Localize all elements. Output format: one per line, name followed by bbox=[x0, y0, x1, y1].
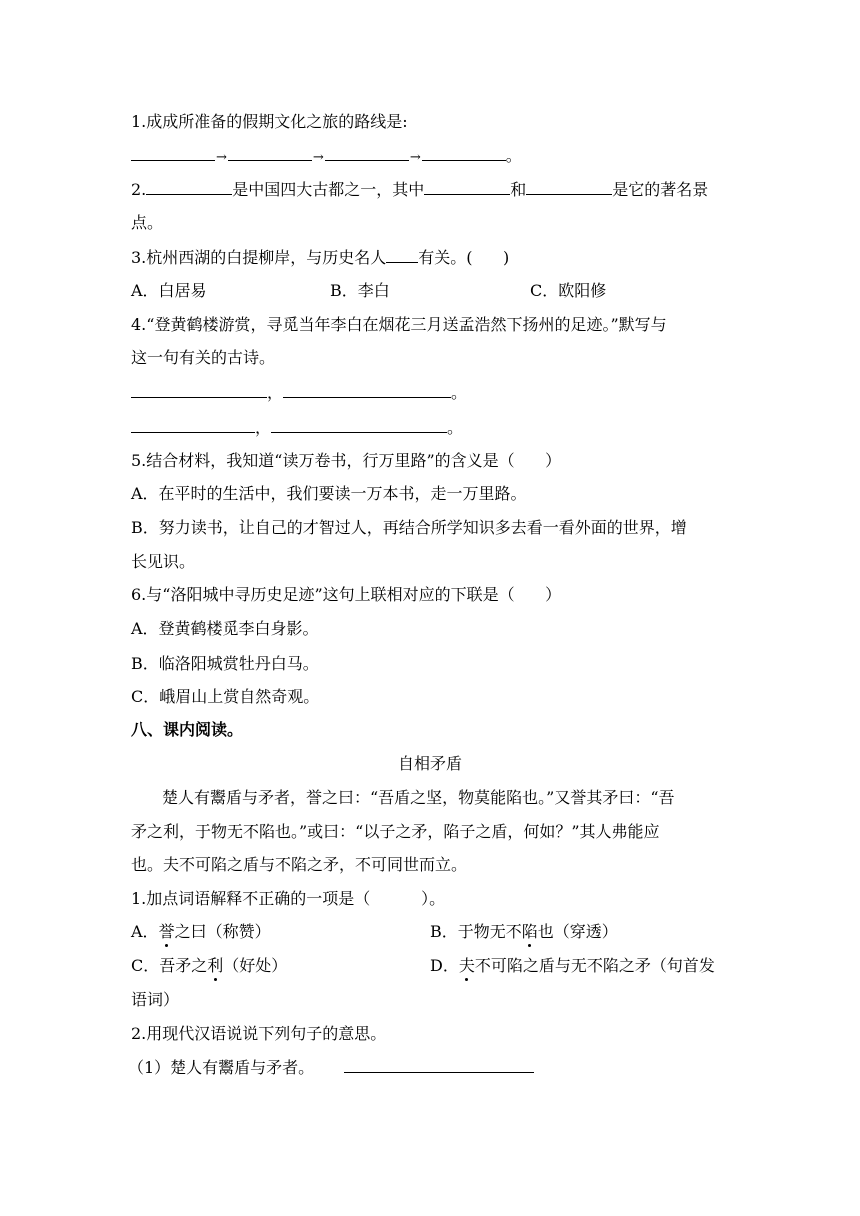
q5-answer-slot[interactable] bbox=[515, 451, 546, 471]
q2-blank-2[interactable] bbox=[424, 180, 510, 195]
q3-blank[interactable] bbox=[386, 248, 418, 263]
q6-option-a[interactable]: A．登黄鹤楼觅李白身影。 bbox=[131, 619, 319, 638]
q1-blank-3[interactable] bbox=[325, 146, 409, 161]
q5-option-b-line-2[interactable]: 长见识。 bbox=[131, 552, 196, 571]
q6-stem-close: ） bbox=[545, 585, 562, 604]
q4-period-2: 。 bbox=[447, 418, 464, 437]
q3-stem-end: 有关。( bbox=[418, 248, 473, 267]
p1-option-a-dotted-word: 誉 bbox=[158, 922, 175, 941]
p1-option-a[interactable] bbox=[131, 922, 271, 942]
q4-blank-2[interactable] bbox=[283, 383, 451, 398]
section-8-heading: 八、课内阅读。 bbox=[131, 720, 244, 739]
q4-comma-1: ， bbox=[267, 383, 284, 402]
q5-stem-close: ） bbox=[545, 451, 562, 470]
p1-option-b[interactable] bbox=[430, 922, 618, 942]
arrow-icon: → bbox=[409, 150, 421, 165]
p2-stem: 2.用现代汉语说说下列句子的意思。 bbox=[131, 1024, 387, 1043]
p1-stem-close: ）。 bbox=[421, 889, 446, 908]
q2-text-c: 是它的著名景 bbox=[612, 180, 709, 199]
q2-blank-3[interactable] bbox=[526, 180, 612, 195]
q4-answer-line-2 bbox=[131, 418, 463, 438]
q2-text-d: 点。 bbox=[131, 213, 164, 232]
p1-option-c-dotted-word: 利 bbox=[207, 956, 224, 975]
q4-blank-1[interactable] bbox=[131, 383, 267, 398]
q6-answer-slot[interactable] bbox=[515, 585, 546, 605]
passage-line-3: 也。夫不可陷之盾与不陷之矛，不可同世而立。 bbox=[131, 855, 468, 874]
p1-option-c-prefix: C．吾矛之 bbox=[131, 956, 208, 975]
q3-option-c[interactable]: C．欧阳修 bbox=[530, 281, 607, 300]
p1-option-d[interactable] bbox=[430, 956, 715, 976]
q5-option-b-line-1[interactable]: B．努力读书，让自己的才智过人，再结合所学知识多去看一看外面的世界，增 bbox=[131, 518, 687, 537]
p1-option-d-prefix: D． bbox=[430, 956, 459, 975]
q2-text-a: 是中国四大古都之一，其中 bbox=[232, 180, 425, 199]
q2-number: 2. bbox=[131, 180, 147, 199]
p1-option-d-dotted-word: 夫 bbox=[458, 956, 475, 975]
q1-blank-1[interactable] bbox=[131, 146, 215, 161]
q4-line-2: 这一句有关的古诗。 bbox=[131, 348, 276, 367]
arrow-icon: → bbox=[312, 150, 324, 165]
q3-stem-text: 3.杭州西湖的白提柳岸，与历史名人 bbox=[131, 248, 387, 267]
p2-sub-1-answer-blank[interactable] bbox=[344, 1058, 534, 1073]
p1-option-a-prefix: A． bbox=[131, 922, 159, 941]
q3-stem bbox=[131, 248, 509, 268]
q2-text-b: 和 bbox=[510, 180, 527, 199]
q1-text: 1.成成所准备的假期文化之旅的路线是: bbox=[131, 112, 408, 131]
q4-period-1: 。 bbox=[451, 383, 468, 402]
q3-stem-close: ) bbox=[503, 248, 510, 267]
q5-option-a[interactable]: A．在平时的生活中，我们要读一万本书，走一万里路。 bbox=[131, 484, 527, 503]
q3-option-a[interactable]: A．白居易 bbox=[131, 281, 207, 300]
p1-stem-text: 1.加点词语解释不正确的一项是（ bbox=[131, 889, 371, 908]
q1-route-blanks bbox=[131, 146, 522, 168]
q1-period: 。 bbox=[505, 146, 522, 165]
q4-answer-line-1 bbox=[131, 383, 467, 403]
passage-title: 自相矛盾 bbox=[397, 754, 462, 773]
passage-line-2: 矛之利，于物无不陷也。”或曰：“以子之矛，陷子之盾，何如？”其人弗能应 bbox=[131, 822, 660, 841]
q4-comma-2: ， bbox=[255, 418, 272, 437]
p1-stem bbox=[131, 889, 445, 909]
q4-blank-4[interactable] bbox=[271, 418, 447, 433]
q4-blank-3[interactable] bbox=[131, 418, 255, 433]
p2-sub-1 bbox=[128, 1058, 534, 1078]
p1-option-c[interactable] bbox=[131, 956, 287, 976]
p1-answer-slot[interactable] bbox=[370, 889, 421, 909]
p1-option-d-line-2: 语词） bbox=[131, 990, 180, 1009]
q6-option-c[interactable]: C．峨眉山上赏自然奇观。 bbox=[131, 687, 320, 706]
q3-option-b[interactable]: B．李白 bbox=[330, 281, 390, 300]
passage-line-1: 楚人有鬻盾与矛者，誉之曰：“吾盾之坚，物莫能陷也。”又誉其矛曰：“吾 bbox=[162, 788, 675, 807]
p1-option-b-dotted-word: 陷 bbox=[521, 922, 538, 941]
p1-option-b-prefix: B．于物无不 bbox=[430, 922, 522, 941]
p1-option-b-text: 也（穿透） bbox=[537, 922, 618, 941]
q1-stem bbox=[131, 112, 408, 132]
q3-answer-slot[interactable] bbox=[473, 248, 504, 268]
q2-line-2 bbox=[131, 213, 163, 233]
q6-option-b[interactable]: B．临洛阳城赏牡丹白马。 bbox=[131, 654, 319, 673]
q5-stem-text: 5.结合材料，我知道“读万卷书，行万里路”的含义是（ bbox=[131, 451, 515, 470]
arrow-icon: → bbox=[216, 150, 227, 165]
p1-option-d-text: 不可陷之盾与无不陷之矛（句首发 bbox=[474, 956, 715, 975]
q4-line-1: 4.“登黄鹤楼游赏，寻觅当年李白在烟花三月送孟浩然下扬州的足迹。”默写与 bbox=[131, 315, 667, 334]
q2-line-1 bbox=[131, 180, 708, 200]
q5-stem bbox=[131, 451, 561, 471]
q2-blank-1[interactable] bbox=[146, 180, 232, 195]
q1-blank-2[interactable] bbox=[228, 146, 312, 161]
q1-blank-4[interactable] bbox=[422, 146, 506, 161]
p1-option-a-text: 之曰（称赞） bbox=[174, 922, 271, 941]
p2-sub-1-text: （1）楚人有鬻盾与矛者。 bbox=[128, 1058, 315, 1077]
q6-stem-text: 6.与“洛阳城中寻历史足迹”这句上联相对应的下联是（ bbox=[131, 585, 515, 604]
q6-stem bbox=[131, 585, 561, 605]
p1-option-c-text: （好处） bbox=[223, 956, 288, 975]
